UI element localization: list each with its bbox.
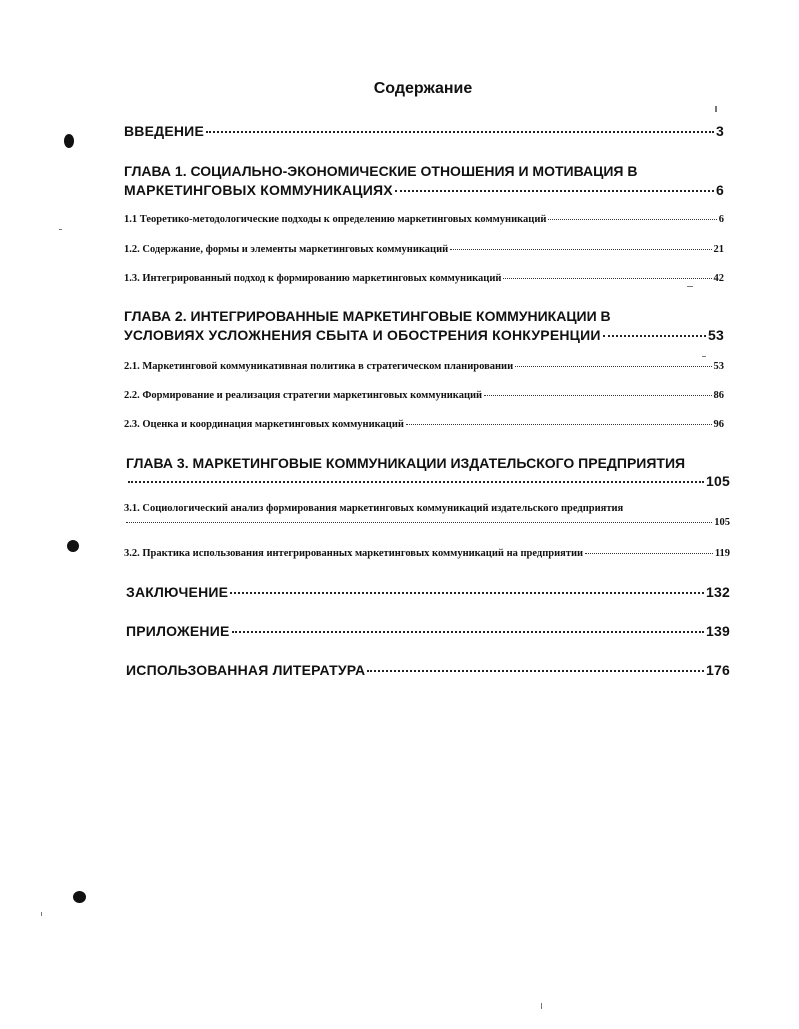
toc-label: МАРКЕТИНГОВЫХ КОММУНИКАЦИЯХ bbox=[124, 182, 393, 198]
toc-entry-chapter-1 bbox=[124, 182, 724, 198]
toc-label: ИСПОЛЬЗОВАННАЯ ЛИТЕРАТУРА bbox=[126, 662, 366, 678]
toc-entry-2-1 bbox=[124, 361, 724, 372]
leader-dots bbox=[395, 190, 714, 192]
toc-page-number: 105 bbox=[714, 517, 730, 528]
toc-entry-chapter-2 bbox=[124, 327, 724, 343]
leader-dots bbox=[126, 522, 712, 523]
scan-speck bbox=[702, 356, 706, 357]
toc-entry-3-1-label: 3.1. Социологический анализ формирования маркетинговых коммуникаций издательского предприятия bbox=[124, 503, 624, 514]
leader-dots bbox=[367, 670, 704, 672]
page-title: Содержание bbox=[373, 80, 473, 97]
scan-speck bbox=[59, 229, 62, 230]
toc-label: 3.2. Практика использования интегрированных маркетинговых коммуникаций на предприятии bbox=[124, 548, 584, 559]
toc-entry-2-3 bbox=[124, 419, 724, 430]
toc-page-number: 176 bbox=[706, 662, 730, 678]
chapter-3-heading-line1: ГЛАВА 3. МАРКЕТИНГОВЫЕ КОММУНИКАЦИИ ИЗДАТЕЛЬСКОГО ПРЕДПРИЯТИЯ bbox=[126, 455, 686, 471]
toc-label: 1.2. Содержание, формы и элементы маркетинговых коммуникаций bbox=[124, 244, 449, 255]
toc-entry-1-1 bbox=[124, 214, 724, 225]
leader-dots bbox=[484, 395, 711, 396]
toc-entry-2-2 bbox=[124, 390, 724, 401]
toc-page-number: 6 bbox=[716, 182, 724, 198]
scan-blot bbox=[64, 134, 74, 148]
scan-speck bbox=[541, 1003, 542, 1009]
toc-label: 1.1 Теоретико-методологические подходы к определению маркетинговых коммуникаций bbox=[124, 214, 547, 225]
toc-label: ЗАКЛЮЧЕНИЕ bbox=[126, 584, 229, 600]
leader-dots bbox=[232, 631, 705, 633]
toc-label: 1.3. Интегрированный подход к формированию маркетинговых коммуникаций bbox=[124, 273, 502, 284]
leader-dots bbox=[515, 366, 711, 367]
toc-page-number: 3 bbox=[716, 123, 724, 139]
leader-dots bbox=[206, 131, 714, 133]
chapter-1-heading-line1: ГЛАВА 1. СОЦИАЛЬНО-ЭКОНОМИЧЕСКИЕ ОТНОШЕНИЯ И МОТИВАЦИЯ В bbox=[124, 163, 638, 179]
toc-entry-references bbox=[126, 662, 730, 678]
toc-label: 2.1. Маркетинговой коммуникативная политика в стратегическом планировании bbox=[124, 361, 514, 372]
leader-dots bbox=[603, 335, 706, 337]
toc-page-number: 6 bbox=[718, 214, 724, 225]
toc-label: ПРИЛОЖЕНИЕ bbox=[126, 623, 230, 639]
scan-speck bbox=[41, 912, 42, 916]
leader-dots bbox=[230, 592, 704, 594]
toc-label: ВВЕДЕНИЕ bbox=[124, 123, 204, 139]
toc-entry-appendix bbox=[126, 623, 730, 639]
leader-dots bbox=[406, 424, 712, 425]
toc-page-number: 53 bbox=[713, 361, 724, 372]
toc-entry-3-2 bbox=[124, 548, 730, 559]
toc-entry-3-1 bbox=[124, 517, 730, 528]
toc-entry-conclusion bbox=[126, 584, 730, 600]
scan-blot bbox=[73, 891, 86, 903]
toc-entry-chapter-3 bbox=[126, 473, 730, 489]
toc-page-number: 105 bbox=[706, 473, 730, 489]
toc-entry-intro bbox=[124, 123, 724, 139]
toc-page-number: 42 bbox=[713, 273, 724, 284]
toc-label: 2.2. Формирование и реализация стратегии маркетинговых коммуникаций bbox=[124, 390, 483, 401]
scan-speck bbox=[715, 106, 717, 112]
toc-page-number: 21 bbox=[713, 244, 724, 255]
toc-page-number: 139 bbox=[706, 623, 730, 639]
toc-page-number: 86 bbox=[713, 390, 724, 401]
leader-dots bbox=[128, 481, 704, 483]
scan-blot bbox=[67, 540, 79, 552]
scan-speck bbox=[687, 286, 693, 287]
toc-label: 2.3. Оценка и координация маркетинговых коммуникаций bbox=[124, 419, 404, 430]
leader-dots bbox=[450, 249, 711, 250]
toc-page-number: 119 bbox=[714, 548, 730, 559]
toc-entry-1-3 bbox=[124, 273, 724, 284]
toc-page-number: 96 bbox=[713, 419, 724, 430]
toc-label: УСЛОВИЯХ УСЛОЖНЕНИЯ СБЫТА И ОБОСТРЕНИЯ КОНКУРЕНЦИИ bbox=[124, 327, 601, 343]
chapter-2-heading-line1: ГЛАВА 2. ИНТЕГРИРОВАННЫЕ МАРКЕТИНГОВЫЕ КОММУНИКАЦИИ В bbox=[124, 308, 611, 324]
toc-page-number: 53 bbox=[708, 327, 724, 343]
leader-dots bbox=[585, 553, 713, 554]
leader-dots bbox=[503, 278, 711, 279]
leader-dots bbox=[548, 219, 716, 220]
toc-page-number: 132 bbox=[706, 584, 730, 600]
toc-entry-1-2 bbox=[124, 244, 724, 255]
